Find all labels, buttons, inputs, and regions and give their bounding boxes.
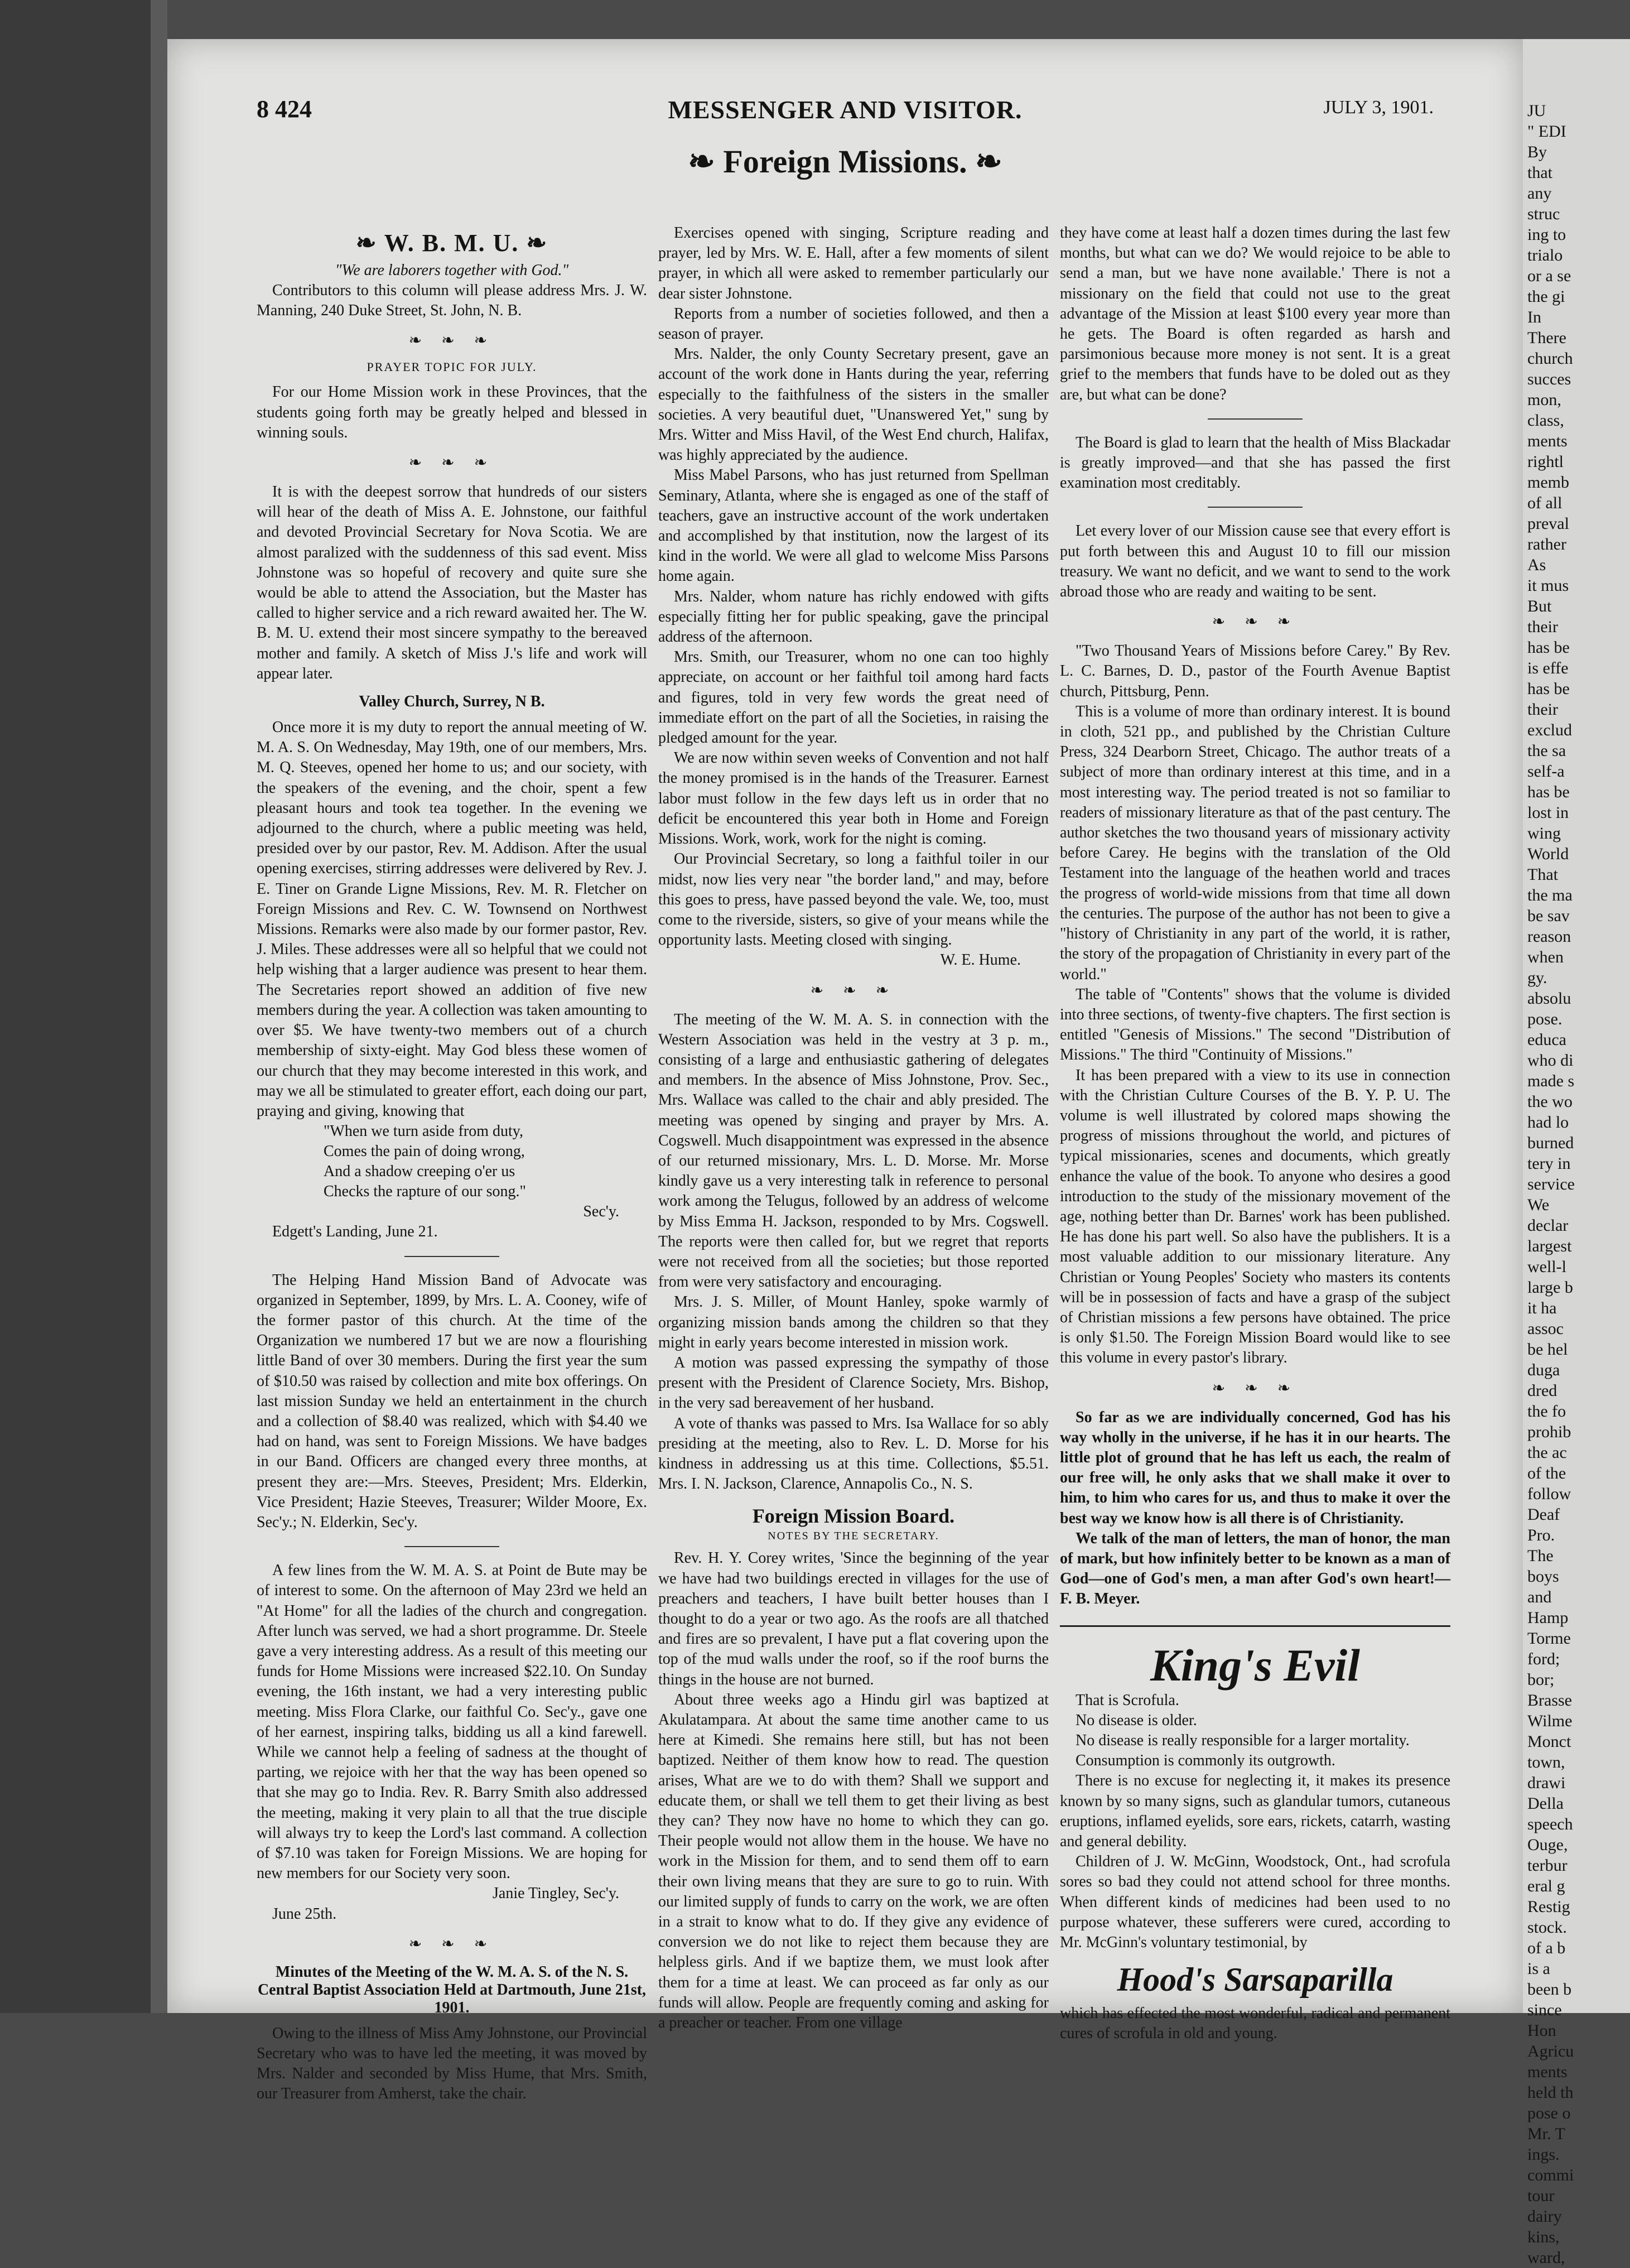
divider [404, 1546, 499, 1547]
edge-text-fragment: ing to [1527, 225, 1566, 244]
section-title: ❧ Foreign Missions. ❧ [688, 143, 1002, 180]
foreign-mission-board-heading: Foreign Mission Board. [752, 1505, 955, 1528]
poem [324, 1121, 647, 1202]
edge-text-fragment: the sa [1527, 741, 1566, 760]
divider [1208, 418, 1303, 420]
wbmu-motto: "We are laborers together with God." [335, 262, 569, 279]
edge-text-fragment: World [1527, 845, 1569, 863]
poem-line: Comes the pain of doing wrong, [324, 1143, 525, 1161]
ornament: ❧ ❧ ❧ [1212, 1379, 1299, 1397]
edge-text-fragment: who di [1527, 1051, 1574, 1070]
edge-text-fragment: Torme [1527, 1629, 1571, 1648]
edge-text-fragment: since [1527, 2001, 1562, 2019]
paragraph: Let every lover of our Mission cause see that every effort is put forth between this and August 10 to fill our mission treasury. We want no deficit, and we want to send to the work abroad those who are ready and waiting to be sent. [1060, 522, 1450, 601]
edge-text-fragment: educa [1527, 1031, 1566, 1049]
prayer-topic-label: PRAYER TOPIC FOR JULY. [366, 360, 537, 374]
edge-text-fragment: or a se [1527, 267, 1571, 285]
paragraph: Rev. H. Y. Corey writes, 'Since the beginning of the year we have had two buildings erected in villages for the use of preachers and teachers, I have built better houses than I thought to do a year or two ago. As the roofs are all thatched and fires are so prevalent, I have put a flat covering upon the top of the mud walls under the roof, so if the roof burns the things in the house are not burned. [658, 1549, 1049, 1688]
notes-subheading: NOTES BY THE SECRETARY. [768, 1530, 939, 1543]
paragraph: Reports from a number of societies followed, and then a season of prayer. [658, 305, 1049, 343]
valley-report: Once more it is my duty to report the annual meeting of W. M. A. S. On Wednesday, May 19th, one of our members, Mrs. M. Q. Steeves, opened her home to us; and our society, with the speakers of the evening, and the choir, spent a few pleasant hours and took tea together. In the evening we adjourned to the church, where a public meeting was held, presided over by our pastor, Rev. M. Addison. After the usual opening exercises, stirring addresses were delivered by Rev. J. E. Tiner on Grande Ligne Missions, Rev. M. R. Fletcher on Foreign Missions and Rev. C. W. Townsend on Northwest Missions. Remarks were also made by our former pastor, Rev. J. Miles. These addresses were all so helpful that we could not help wishing that a larger audience was present to hear them. The Secretaries report showed an addition of five new members during the year. A collection was taken amounting to over $5. We have twenty-two members out of a church membership of sixty-eight. May God bless these women of our church that they may become interested in this work, and may we all be stimulated to greater effort, each doing our part, praying and giving, knowing that [257, 719, 647, 1120]
edge-text-fragment: We [1527, 1196, 1550, 1214]
edge-text-fragment: memb [1527, 473, 1569, 492]
edge-text-fragment: trialo [1527, 246, 1563, 264]
paragraph: We are now within seven weeks of Convention and not half the money promised is in the hands of the Treasurer. Earnest labor must follow in the few days left us in order that no deficit be encountered this year both in Home and Foreign Missions. Work, work, work for the night is coming. [658, 749, 1049, 848]
edge-text-fragment: preval [1527, 514, 1569, 533]
ad-line: There is no excuse for neglecting it, it makes its presence known by so many signs, such as glandular tumors, cutaneous eruptions, inflamed eyelids, sore ears, rickets, catarrh, wasting and general debility. [1060, 1772, 1450, 1851]
edge-text-fragment: terbur [1527, 1856, 1568, 1875]
edge-text-fragment: any [1527, 184, 1552, 203]
edge-text-fragment: exclud [1527, 721, 1572, 739]
ornament: ❧ ❧ ❧ [1212, 613, 1299, 631]
edge-text-fragment: town, [1527, 1753, 1565, 1771]
edge-text-fragment: Wilme [1527, 1712, 1573, 1730]
edge-text-fragment: of the [1527, 1464, 1566, 1482]
edge-text-fragment: pose. [1527, 1010, 1563, 1028]
ornament: ❧ ❧ ❧ [408, 454, 495, 472]
masthead [167, 95, 1523, 128]
edge-text-fragment: By [1527, 143, 1547, 161]
valley-church-heading: Valley Church, Surrey, N B. [359, 693, 545, 711]
divider [404, 1256, 499, 1257]
edge-text-fragment: ford; [1527, 1650, 1560, 1668]
edge-text-fragment: their [1527, 700, 1558, 719]
edge-text-fragment: dairy [1527, 2207, 1562, 2226]
paragraph: Mrs. Smith, our Treasurer, whom no one can too highly appreciate, on account or her faithful toil among hard facts and figures, told in very few words the great need of immediate effort on the part of all the Societies, in raising the pledged amount for the year. [658, 648, 1049, 747]
minutes-paragraph: Owing to the illness of Miss Amy Johnstone, our Provincial Secretary who was to have led the meeting, it was moved by Mrs. Nalder and seconded by Miss Hume, that Mrs. Smith, our Treasurer from Amherst, take the chair. [257, 2024, 647, 2103]
edge-text-fragment: In [1527, 308, 1541, 326]
signature: Sec'y. [583, 1203, 619, 1221]
edge-text-fragment: Hon [1527, 2021, 1556, 2040]
edge-text-fragment: But [1527, 597, 1552, 615]
edge-text-fragment: dred [1527, 1381, 1557, 1400]
edge-text-fragment: gy. [1527, 969, 1547, 987]
edge-text-fragment: stock. [1527, 1918, 1567, 1937]
edge-text-fragment: the fo [1527, 1402, 1566, 1420]
edge-text-fragment: declar [1527, 1216, 1569, 1235]
edge-text-fragment: Della [1527, 1794, 1564, 1813]
edge-text-fragment: speech [1527, 1815, 1573, 1833]
edge-text-fragment: ings. [1527, 2145, 1560, 2164]
edge-text-fragment: Hamp [1527, 1609, 1569, 1627]
edge-text-fragment: prohib [1527, 1423, 1571, 1441]
edge-text-fragment: Monct [1527, 1732, 1571, 1751]
edge-text-fragment: and [1527, 1588, 1552, 1606]
review-paragraph: The table of "Contents" shows that the volume is divided into three sections, of twenty-five chapters. The first section is entitled "Genesis of Missions." The second "Distribution of Missions." The third "Continuity of Missions." [1060, 985, 1450, 1064]
edge-text-fragment: when [1527, 948, 1564, 966]
edge-text-fragment: Deaf [1527, 1505, 1560, 1524]
ad-line: Children of J. W. McGinn, Woodstock, Ont., had scrofula sores so bad they could not attend school for three months. When different kinds of medicines had been used to no purpose whatever, these sufferers were cured, according to Mr. McGinn's voluntary testimonial, by [1060, 1853, 1450, 1952]
ad-line: That is Scrofula. [1076, 1691, 1179, 1709]
paragraph: A motion was passed expressing the sympathy of those present with the President of Clarence Society, Mrs. Bishop, in the very sad bereavement of her husband. [658, 1354, 1049, 1412]
ad-brand: Hood's Sarsaparilla [1117, 1961, 1393, 1999]
western-association-paragraph: The meeting of the W. M. A. S. in connection with the Western Association was held in the vestry at 3 p. m., consisting of a large and enthusiastic gathering of delegates and members. In the absence of Miss Johnstone, Prov. Sec., Mrs. Wallace was called to the chair and ably presided. The meeting was opened by singing and prayer by Mrs. A. Cogswell. Much disappointment was expressed in the absence of our returned missionary, Mrs. L. D. Morse. Mr. Morse kindly gave us a very interesting talk in reference to personal work among the Telugus, followed by an address of welcome by Miss Emma H. Jackson, responded to by Mrs. Cogswell. The reports were then called for, but we regret that reports were not received from all the societies; but those reported from were very satisfactory and encouraging. [658, 1010, 1049, 1291]
edge-text-fragment: service [1527, 1175, 1575, 1193]
edge-text-fragment: has be [1527, 680, 1570, 698]
edge-text-fragment: well-l [1527, 1258, 1566, 1276]
wbmu-heading: ❧ W. B. M. U. ❧ [355, 229, 548, 257]
edge-text-fragment: Mr. T [1527, 2125, 1565, 2143]
edge-text-fragment: wing [1527, 824, 1561, 842]
column-1 [257, 223, 647, 2105]
obituary-paragraph: It is with the deepest sorrow that hundreds of our sisters will hear of the death of Miss A. E. Johnstone, our faithful and devoted Provincial Secretary for Nova Scotia. We are almost paralized with the suddenness of this sad event. Miss Johnstone was so hopeful of recovery and quite sure she would be able to attend the Association, but the Master has called to higher service and a rich reward awaited her. The W. B. M. U. extend their most sincere sympathy to the bereaved mother and family. A sketch of Miss J.'s life and work will appear later. [257, 483, 647, 682]
edge-text-fragment: " EDI [1527, 122, 1566, 141]
edge-text-fragment: burned [1527, 1134, 1574, 1152]
meyer-quote: So far as we are individually concerned, God has his way wholly in the universe, if he has it in our hearts. The little plot of ground that he has left us each, the realm of our free will, he only asks that we shall make it over to him, to him who cares for us, and thus to make it over the best way we know how is all there is of Christianity. [1060, 1408, 1450, 1527]
signature: W. E. Hume. [940, 951, 1021, 969]
edge-text-fragment: ward, [1527, 2248, 1565, 2267]
edge-text-fragment: has be [1527, 783, 1570, 801]
edge-text-fragment: commi [1527, 2166, 1574, 2184]
edge-text-fragment: kins, [1527, 2228, 1560, 2246]
edge-text-fragment: of a b [1527, 1939, 1566, 1957]
ornament: ❧ ❧ ❧ [408, 1935, 495, 1953]
edge-text-fragment: drawi [1527, 1774, 1566, 1792]
edge-text-fragment: that [1527, 163, 1552, 182]
edge-text-fragment: As [1527, 556, 1546, 574]
edge-text-fragment: That [1527, 865, 1558, 884]
edge-text-fragment: bor; [1527, 1670, 1555, 1689]
edge-text-fragment: it mus [1527, 576, 1569, 595]
signature: Janie Tingley, Sec'y. [493, 1885, 619, 1903]
edge-text-fragment: be hel [1527, 1340, 1568, 1359]
edge-text-fragment: had lo [1527, 1113, 1569, 1131]
edge-text-fragment: be sav [1527, 907, 1570, 925]
edge-text-fragment: is a [1527, 1959, 1550, 1978]
paragraph: they have come at least half a dozen times during the last few months, but what can we do? We would rejoice to be able to send a man, but we have none available.' There is not a missionary on the field that could not use to the great advantage of the Mission at least $100 every year more than he gets. The Board is often regarded as harsh and parsimonious because more money is not sent. It is a great grief to the members that funds have to be doled out as they are, but what can be done? [1060, 224, 1450, 403]
edge-text-fragment: is effe [1527, 659, 1569, 677]
edge-text-fragment: class, [1527, 411, 1564, 430]
paragraph: The Board is glad to learn that the health of Miss Blackadar is greatly improved—and that she has passed the first examination most creditably. [1060, 434, 1450, 492]
edge-text-fragment: boys [1527, 1567, 1559, 1586]
edge-text-fragment: church [1527, 349, 1573, 368]
review-paragraph: It has been prepared with a view to its use in connection with the Christian Culture Courses of the B. Y. P. U. The volume is well illustrated by colored maps showing the progress of missions throughout the world, and pictures of typical missionaries, scenes and documents, which greatly enhance the value of the book. To anyone who desires a good introduction to the study of the missionary movement of the age, nothing better than Dr. Barnes' work has been published. He has done his part well. So also have the publishers. It is a most valuable addition to our missionary literature. Any Christian or Young Peoples' Society who masters its contents will be in possession of facts and have a grasp of the subject of Christian missions a few persons have obtained. The price is only $1.50. The Foreign Mission Board would like to see this volume in every pastor's library. [1060, 1066, 1450, 1367]
point-de-bute-paragraph: A few lines from the W. M. A. S. at Point de Bute may be of interest to some. On the afternoon of May 23rd we held an "At Home" for all the ladies of the church and congregation. After lunch was served, we had a short programme. Dr. Steele gave a very interesting address. As a result of this meeting our funds for Home Missions were increased $22.10. On Sunday evening, the 16th instant, we had a very interesting public meeting. Miss Flora Clarke, our faithful Co. Sec'y., gave one of her earnest, inspiring talks, bidding us all a kind farewell. While we cannot help a feeling of sadness at the thought of parting, we rejoice with her that the way has been opened so that she may go to India. Rev. R. Barry Smith also addressed the meeting, making it very plain to all that the true disciple will always try to keep the Lord's last command. A collection of $7.10 was taken for Foreign Missions. We are hoping for new members for our Society very soon. [257, 1562, 647, 1882]
binding-edge [151, 0, 167, 2013]
edge-text-fragment: their [1527, 618, 1558, 636]
edge-text-fragment: been b [1527, 1980, 1572, 1999]
edge-text-fragment: absolu [1527, 989, 1571, 1008]
prayer-topic: For our Home Mission work in these Provinces, that the students going forth may be greatly helped and blessed in winning souls. [257, 383, 647, 441]
edge-text-fragment: of all [1527, 494, 1563, 512]
paragraph: Exercises opened with singing, Scripture reading and prayer, led by Mrs. W. E. Hall, after a few moments of silent prayer, in which all were asked to remember particularly our dear sister Johnstone. [658, 224, 1049, 302]
minutes-heading: Minutes of the Meeting of the W. M. A. S. of the N. S. Central Baptist Association Held at Dartmouth, June 21st, 1901. [257, 1963, 647, 2016]
contributors-note: Contributors to this column will please address Mrs. J. W. Manning, 240 Duke Street, St. John, N. B. [257, 282, 647, 320]
dateline: June 25th. [272, 1905, 337, 1923]
edge-text-fragment: lost in [1527, 803, 1569, 822]
edge-text-fragment: largest [1527, 1237, 1572, 1255]
edge-text-fragment: reason [1527, 927, 1571, 946]
edge-text-fragment: Brasse [1527, 1691, 1572, 1710]
page-number: 8 424 [257, 95, 312, 123]
paragraph: A vote of thanks was passed to Mrs. Isa Wallace for so ably presiding at the meeting, also to Rev. L. D. Morse for his kindness in addressing us at this time. Collections, $5.51. Mrs. I. N. Jackson, Clarence, Annapolis Co., N. S. [658, 1414, 1049, 1493]
paragraph: Mrs. Nalder, the only County Secretary present, gave an account of the work done in Hants during the year, referring especially to the faithfulness of the sisters in the smaller societies. A very beautiful duet, "Unanswered Yet," sung by Mrs. Witter and Miss Havil, of the West End church, Halifax, was highly appreciated by the audience. [658, 345, 1049, 464]
poem-line: And a shadow creeping o'er us [324, 1163, 515, 1181]
newspaper-page [167, 39, 1523, 2103]
ad-closing: which has effected the most wonderful, radical and permanent cures of scrofula in old and young. [1060, 2005, 1450, 2043]
ad-line: No disease is really responsible for a larger mortality. [1076, 1732, 1410, 1749]
edge-text-fragment: assoc [1527, 1320, 1564, 1338]
edge-text-fragment: follow [1527, 1485, 1571, 1503]
edge-text-fragment: the wo [1527, 1092, 1573, 1111]
edge-text-fragment: tour [1527, 2187, 1555, 2205]
edge-text-fragment: rather [1527, 535, 1566, 553]
edge-text-fragment: Agricu [1527, 2042, 1574, 2060]
meyer-quote: We talk of the man of letters, the man of honor, the man of mark, but how infinitely better to be known as a man of God—one of God's men, a man after God's own heart!—F. B. Meyer. [1060, 1529, 1450, 1608]
ornament: ❧ ❧ ❧ [810, 981, 897, 999]
edge-text-fragment: Pro. [1527, 1526, 1555, 1544]
edge-text-fragment: There [1527, 329, 1566, 347]
edge-text-fragment: self-a [1527, 762, 1565, 781]
column-2 [658, 223, 1049, 2033]
edge-text-fragment: Ouge, [1527, 1836, 1568, 1854]
paragraph: Miss Mabel Parsons, who has just returned from Spellman Seminary, Atlanta, where she is engaged as one of the staff of teachers, gave an instructive account of the work undertaken and accomplished by that institution, now the largest of its kind in the world. We were all glad to welcome Miss Parsons home again. [658, 466, 1049, 585]
edge-text-fragment: rightl [1527, 452, 1564, 471]
paragraph: Mrs. Nalder, whom nature has richly endowed with gifts especially fitting her for public speaking, gave the principal address of the afternoon. [658, 588, 1049, 646]
edge-text-fragment: struc [1527, 205, 1560, 223]
book-binding [0, 0, 167, 2013]
review-paragraph: This is a volume of more than ordinary interest. It is bound in cloth, 521 pp., and published by the Christian Culture Press, 324 Dearborn Street, Chicago. The author treats of a subject of more than ordinary interest at this time, and in a most interesting way. The period treated is not so familiar to readers of missionary literature as that of the past century. The author sketches the two thousand years of missionary activity before Carey. He begins with the translation of the Old Testament into the language of the heathen world and traces the progress of world-wide missions from that time all down the centuries. The purpose of the author has not been to give a "history of Christianity in any part of the world, it is rather, the story of the propagation of Christianity in every part of the world." [1060, 702, 1450, 983]
edge-text-fragment: held th [1527, 2083, 1574, 2102]
edge-text-fragment: the ac [1527, 1443, 1567, 1462]
poem-line: Checks the rapture of our song." [324, 1183, 526, 1201]
helping-hand-paragraph: The Helping Hand Mission Band of Advocate was organized in September, 1899, by Mrs. L. A. Cooney, wife of the former pastor of this church. At the time of the Organization we numbered 17 but we are now a flourishing little Band of over 30 members. During the first year the sum of $10.50 was raised by collection and mite box offerings. On last mission Sunday we held an entertainment in the church and a collection of $8.40 was realized, which with $4.40 we had on hand, was sent to Foreign Missions. We have badges in our Band. Officers are changed every three months, at present they are:—Mrs. Steeves, President; Mrs. Elderkin, Vice President; Hazie Steeves, Treasurer; Wilder Moore, Ex. Sec'y.; N. Elderkin, Sec'y. [257, 1271, 647, 1531]
edge-text-fragment: made s [1527, 1072, 1575, 1090]
paragraph: About three weeks ago a Hindu girl was baptized at Akulatampara. At about the same time another came to us here at Kimedi. She remains here still, but has not been baptized. Neither of them know how to read. The question arises, What are we to do with them? Shall we support and educate them, or shall we tell them to get their living as best they can? They now have no home to which they can go. Their people would not allow them in the house. We have no work in the Mission for them, and to send them off to earn their own living means that they are sure to go to ruin. With our limited supply of funds to carry on the work, we are often in a strait to know what to do. If they give any evidence of conversion we do not like to reject them because they are helpless girls. And if we baptize them, we must look after them for a time at least. We can proceed as far only as our funds will allow. People are frequently coming and asking for a preacher or teacher. From one village [658, 1691, 1049, 2032]
advertisement [1060, 1625, 1450, 2044]
edge-text-fragment: succes [1527, 370, 1571, 388]
poem-line: "When we turn aside from duty, [324, 1123, 523, 1140]
ornament: ❧ ❧ ❧ [408, 332, 495, 350]
edge-text-fragment: eral g [1527, 1877, 1565, 1895]
divider [1208, 507, 1303, 508]
edge-text-fragment: has be [1527, 638, 1570, 657]
adjacent-page-edge [1523, 39, 1630, 2267]
ad-line: No disease is older. [1076, 1711, 1197, 1729]
newspaper-title: MESSENGER AND VISITOR. [668, 95, 1023, 124]
edge-text-fragment: JU [1527, 102, 1546, 120]
edge-text-fragment: ments [1527, 2063, 1568, 2081]
edge-text-fragment: Restig [1527, 1898, 1570, 1916]
edge-text-fragment: duga [1527, 1361, 1560, 1379]
column-3 [1060, 223, 1450, 2044]
edge-text-fragment: large b [1527, 1278, 1573, 1297]
edge-text-fragment: it ha [1527, 1299, 1557, 1317]
dateline: Edgett's Landing, June 21. [272, 1223, 438, 1241]
paragraph: Mrs. J. S. Miller, of Mount Hanley, spoke warmly of organizing mission bands among the children so that they might in early years become interested in mission work. [658, 1293, 1049, 1351]
edge-text-fragment: mon, [1527, 391, 1561, 409]
edge-text-fragment: the ma [1527, 886, 1573, 904]
edge-text-fragment: pose o [1527, 2104, 1571, 2122]
paragraph: Our Provincial Secretary, so long a faithful toiler in our midst, now lies very near "the border land," and may, before this goes to press, have passed beyond the vale. We, too, must come to the riverside, sisters, so give of your means while the opportunity lasts. Meeting closed with singing. [658, 850, 1049, 949]
ad-line: Consumption is commonly its outgrowth. [1076, 1752, 1335, 1770]
book-title: "Two Thousand Years of Missions before Carey." By Rev. L. C. Barnes, D. D., pastor of the Fourth Avenue Baptist church, Pittsburg, Penn. [1060, 642, 1450, 700]
issue-date: JULY 3, 1901. [1323, 97, 1434, 118]
edge-text-fragment: ments [1527, 432, 1568, 450]
edge-text-fragment: the gi [1527, 287, 1565, 306]
edge-text-fragment: The [1527, 1547, 1554, 1565]
ad-title: King's Evil [1150, 1639, 1360, 1691]
edge-text-fragment: tery in [1527, 1154, 1571, 1173]
